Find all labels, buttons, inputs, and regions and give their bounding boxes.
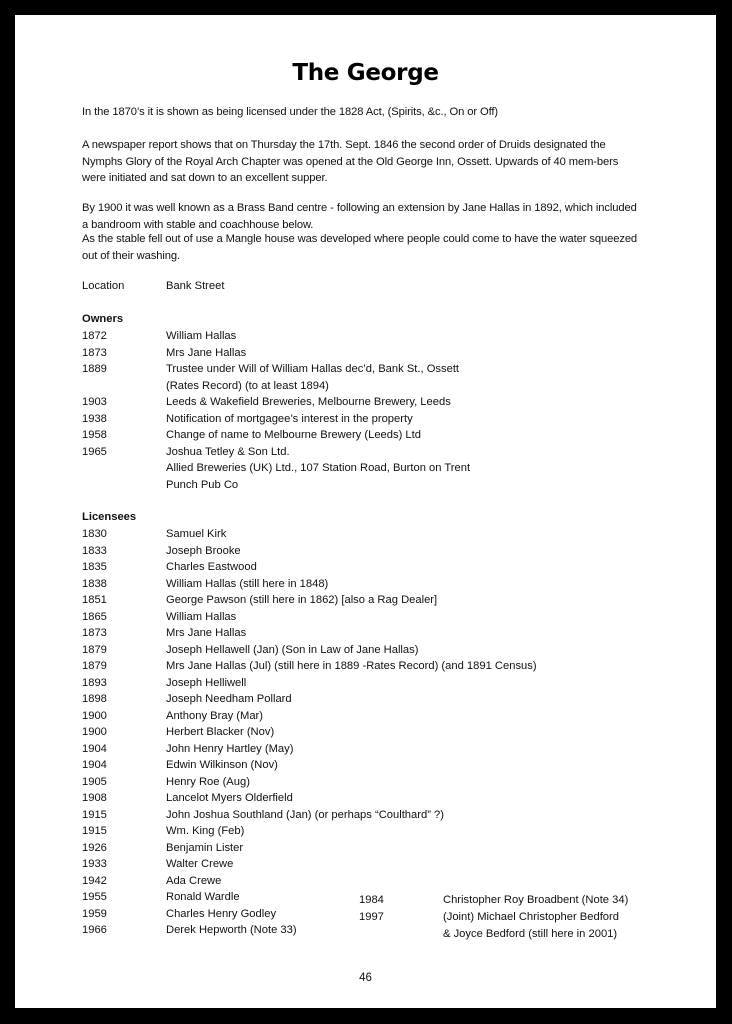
row-text: Change of name to Melbourne Brewery (Leeds) Ltd (166, 429, 421, 441)
row-year: 1915 (82, 825, 107, 837)
row-year: 1851 (82, 594, 107, 606)
row-year: 1835 (82, 561, 107, 573)
row-text: Samuel Kirk (166, 528, 227, 540)
row-year: 1965 (82, 445, 107, 458)
row-text: & Joyce Bedford (still here in 2001) (443, 928, 618, 940)
row-text: Herbert Blacker (Nov) (166, 726, 275, 738)
owners-heading: Owners (82, 313, 124, 325)
row-year: 1830 (82, 528, 107, 540)
row-text: William Hallas (still here in 1848) (166, 577, 329, 590)
row-text: George Pawson (still here in 1862) [also a Rag Dealer] (166, 594, 438, 606)
row-year: 1915 (82, 808, 107, 821)
intro-paragraph-1: In the 1870’s it is shown as being licensed under the 1828 Act, (Spirits, &c., On or Off) (82, 106, 499, 118)
licensees-heading: Licensees (82, 511, 137, 523)
row-text: Anthony Bray (Mar) (166, 709, 263, 722)
row-year: 1900 (82, 726, 107, 738)
row-text: Derek Hepworth (Note 33) (166, 924, 297, 936)
row-year: 1958 (82, 429, 107, 441)
row-year: 1872 (82, 330, 107, 342)
row-year: 1903 (82, 396, 107, 408)
row-text: Joshua Tetley & Son Ltd. (166, 445, 290, 458)
row-year: 1904 (82, 759, 107, 771)
intro-paragraph-3: By 1900 it was well known as a Brass Band centre - following an extension by Jane Hallas in 1892, which included a bandroom with stable and coachhouse below. (82, 202, 637, 231)
row-text: Mrs Jane Hallas (Jul) (still here in 1889 -Rates Record) (and 1891 Census) (166, 660, 537, 672)
row-text: Leeds & Wakefield Breweries, Melbourne Brewery, Leeds (166, 396, 451, 408)
row-year: 1938 (82, 412, 107, 425)
location-value: Bank Street (166, 280, 225, 292)
row-text: (Joint) Michael Christopher Bedford (443, 911, 619, 923)
row-text: Charles Eastwood (166, 561, 257, 573)
row-year: 1873 (82, 346, 107, 359)
row-text: John Joshua Southland (Jan) (or perhaps “Coulthard” ?) (166, 808, 444, 821)
row-text: Ronald Wardle (166, 891, 240, 903)
row-year: 1865 (82, 610, 107, 623)
row-text: Mrs Jane Hallas (166, 346, 247, 359)
row-text: Joseph Hellawell (Jan) (Son in Law of Jane Hallas) (166, 643, 419, 656)
row-text: Trustee under Will of William Hallas dec’d, Bank St., Ossett (166, 363, 460, 375)
row-text: William Hallas (166, 610, 237, 623)
row-year: 1905 (82, 775, 107, 788)
row-text: (Rates Record) (to at least 1894) (166, 379, 329, 392)
row-text: Charles Henry Godley (166, 907, 277, 920)
row-year: 1838 (82, 577, 107, 590)
row-year: 1933 (82, 858, 107, 870)
row-year: 1959 (82, 907, 107, 920)
row-text: Henry Roe (Aug) (166, 775, 250, 788)
row-text: Walter Crewe (166, 858, 234, 870)
row-year: 1889 (82, 363, 107, 375)
page-title: The George (292, 60, 439, 86)
row-text: Edwin Wilkinson (Nov) (166, 759, 278, 771)
row-text: John Henry Hartley (May) (166, 742, 294, 755)
row-year: 1873 (82, 627, 107, 639)
row-year: 1908 (82, 792, 107, 804)
row-text: William Hallas (166, 330, 237, 342)
row-year: 1900 (82, 709, 107, 722)
document-page (15, 15, 716, 1008)
row-text: Joseph Brooke (166, 544, 241, 557)
row-text: Benjamin Lister (166, 841, 244, 854)
row-year: 1966 (82, 924, 107, 936)
row-text: Joseph Needham Pollard (166, 693, 292, 705)
row-text: Joseph Helliwell (166, 676, 247, 689)
row-year: 1879 (82, 643, 107, 656)
row-year: 1904 (82, 742, 107, 755)
page-number: 46 (359, 972, 372, 984)
row-text: Allied Breweries (UK) Ltd., 107 Station Road, Burton on Trent (166, 462, 471, 474)
row-year: 1984 (359, 894, 384, 906)
row-text: Ada Crewe (166, 874, 222, 887)
row-text: Christopher Roy Broadbent (Note 34) (443, 894, 629, 906)
row-year: 1833 (82, 544, 107, 557)
location-label: Location (82, 280, 125, 292)
row-year: 1898 (82, 693, 107, 705)
intro-paragraph-4: As the stable fell out of use a Mangle house was developed where people could come to have the water squeezed out of their washing. (82, 233, 638, 262)
row-year: 1955 (82, 891, 107, 903)
row-text: Notification of mortgagee’s interest in the property (166, 412, 413, 425)
row-year: 1893 (82, 676, 107, 689)
row-text: Punch Pub Co (166, 478, 239, 491)
row-text: Wm. King (Feb) (166, 825, 245, 837)
row-text: Lancelot Myers Olderfield (166, 792, 293, 804)
row-year: 1879 (82, 660, 107, 672)
row-year: 1942 (82, 874, 107, 887)
row-text: Mrs Jane Hallas (166, 627, 247, 639)
row-year: 1997 (359, 911, 384, 923)
intro-paragraph-2: A newspaper report shows that on Thursday the 17th. Sept. 1846 the second order of Druids designated the Nymphs Glory of the Royal Arch Chapter was opened at the Old George Inn, Ossett. Upwards of 40 mem-bers were initiated and sat down to an excellent supper. (82, 139, 619, 184)
row-year: 1926 (82, 841, 107, 854)
